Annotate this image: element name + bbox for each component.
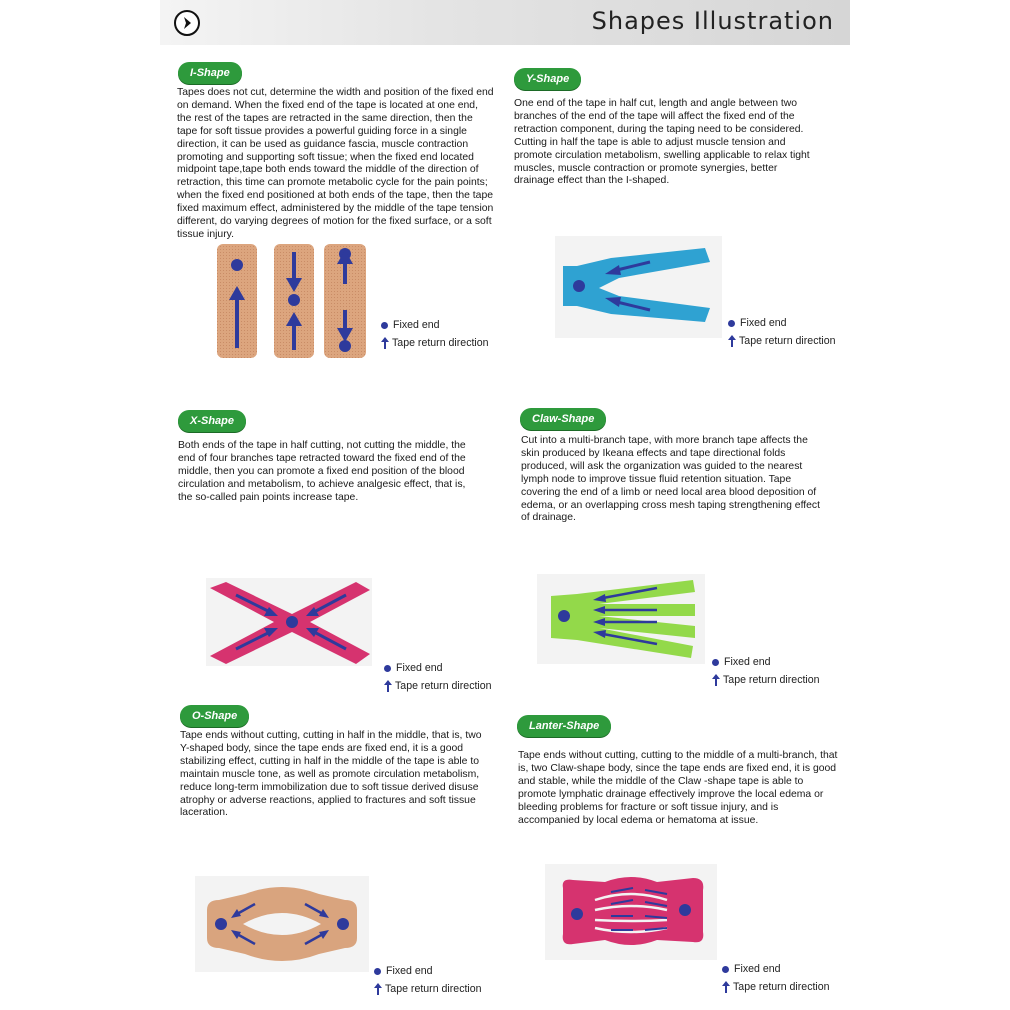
fixed-end-dot-icon xyxy=(722,966,729,973)
legend-fixed-end: Fixed end xyxy=(734,963,781,975)
claw-shape-label: Claw-Shape xyxy=(520,408,606,430)
o-shape-legend xyxy=(374,962,482,998)
legend-return-direction: Tape return direction xyxy=(733,981,830,993)
fixed-end-dot-icon xyxy=(374,968,381,975)
page-header xyxy=(160,0,850,45)
claw-shape-figure xyxy=(537,574,705,664)
legend-return-direction: Tape return direction xyxy=(392,337,489,349)
legend-return-direction: Tape return direction xyxy=(385,983,482,995)
lanter-shape-legend xyxy=(722,960,830,996)
y-shape-legend xyxy=(728,314,836,350)
page-title: Shapes Illustration xyxy=(591,7,834,35)
fixed-end-dot xyxy=(573,280,585,292)
legend-return-direction: Tape return direction xyxy=(723,674,820,686)
claw-shape-description: Cut into a multi-branch tape, with more branch tape affects the skin produced by Ikeana effects and tape directional folds produced, will ask the organization was guided to the nearest lymph node to improve tissue fluid retention situation. Tape covering the end of a limb or need local area blood deposition of edema, or an overlapping cross mesh taping strengthening effect of drainage. xyxy=(521,435,821,524)
arrow-up-icon xyxy=(722,981,730,993)
lanter-shape-label: Lanter-Shape xyxy=(517,715,611,737)
arrow-up-icon xyxy=(712,674,720,686)
fixed-end-dot xyxy=(231,259,243,271)
i-shape-description: Tapes does not cut, determine the width and position of the fixed end on demand. When the fixed end of the tape is located at one end, the rest of the tapes are retracted in the same direction, then the tape for soft tissue provides a powerful guiding force in a single direction, it can be used as guidance fascia, muscle contraction promoting and supporting soft tissue; when the fixed end located midpoint tape,tape both ends toward the middle of the direction of retraction, this time can promote metabolic cycle for the pain points; when the fixed end positioned at both ends of the tape, then the tape fixed maximum effect, administered by the middle of the tape tension different, do varying degrees of motion for the fixed surface, or a soft tissue injury. xyxy=(177,87,494,240)
legend-fixed-end: Fixed end xyxy=(740,317,787,329)
fixed-end-dot xyxy=(571,908,583,920)
x-shape-legend xyxy=(384,659,492,695)
o-shape-figure xyxy=(195,876,369,972)
fixed-end-dot xyxy=(337,918,349,930)
x-shape-label: X-Shape xyxy=(178,410,246,432)
lanter-shape-description: Tape ends without cutting, cutting to the middle of a multi-branch, that is, two Claw-shape body, since the tape ends are fixed end, it is good and stable, while the middle of the Claw -shape tape is able to promote lymphatic drainage effectively improve the local edema or bleeding problems for fracture or soft tissue injury, and is accompanied by local edema or hematoma at issue. xyxy=(518,750,838,826)
y-shape-figure xyxy=(555,236,722,338)
i-shape-figure xyxy=(214,240,370,360)
arrow-up-icon xyxy=(374,983,382,995)
arrow-up-icon xyxy=(381,337,389,349)
legend-fixed-end: Fixed end xyxy=(393,319,440,331)
arrow-up-icon xyxy=(384,680,392,692)
x-shape-figure xyxy=(206,578,372,666)
arrow-up-icon xyxy=(728,335,736,347)
y-shape-description: One end of the tape in half cut, length and angle between two branches of the end of the tape will affect the fixed end of the retraction component, during the taping need to be considered. Cutting in half the tape is able to adjust muscle tension and promote circulation metabolism, swelling applicable to relax tight muscles, muscle contraction or promote synergies, better drainage effect than the I-shaped. xyxy=(514,98,810,187)
o-shape-label: O-Shape xyxy=(180,705,249,727)
o-shape-description: Tape ends without cutting, cutting in half in the middle, that is, two Y-shaped body, since the tape ends are fixed end, it is a good stabilizing effect, cutting in half in the middle of the tape is able to maintain muscle tone, as well as promote circulation metabolism, reduce long-term immobilization due to soft tissue derived disuse atrophy or adverse reactions, applied to fractures and soft tissue laceration. xyxy=(180,730,482,819)
fixed-end-dot-icon xyxy=(712,659,719,666)
y-shape-label: Y-Shape xyxy=(514,68,581,90)
i-shape-legend xyxy=(381,316,489,352)
fixed-end-dot xyxy=(679,904,691,916)
legend-fixed-end: Fixed end xyxy=(396,662,443,674)
fixed-end-dot xyxy=(558,610,570,622)
arrow-right-circle-icon[interactable] xyxy=(174,10,200,36)
fixed-end-dot xyxy=(286,616,298,628)
claw-shape-legend xyxy=(712,653,820,689)
i-shape-label: I-Shape xyxy=(178,62,242,84)
fixed-end-dot xyxy=(339,340,351,352)
fixed-end-dot-icon xyxy=(381,322,388,329)
fixed-end-dot xyxy=(288,294,300,306)
fixed-end-dot xyxy=(215,918,227,930)
legend-return-direction: Tape return direction xyxy=(395,680,492,692)
lanter-shape-figure xyxy=(545,864,717,960)
fixed-end-dot-icon xyxy=(384,665,391,672)
legend-fixed-end: Fixed end xyxy=(724,656,771,668)
legend-fixed-end: Fixed end xyxy=(386,965,433,977)
x-shape-description: Both ends of the tape in half cutting, not cutting the middle, the end of four branches tape retracted toward the fixed end of the middle, then you can promote a fixed end position of the blood circulation and metabolism, to achieve analgesic effect, that is, the so-called pain points increase tape. xyxy=(178,440,466,503)
fixed-end-dot-icon xyxy=(728,320,735,327)
legend-return-direction: Tape return direction xyxy=(739,335,836,347)
